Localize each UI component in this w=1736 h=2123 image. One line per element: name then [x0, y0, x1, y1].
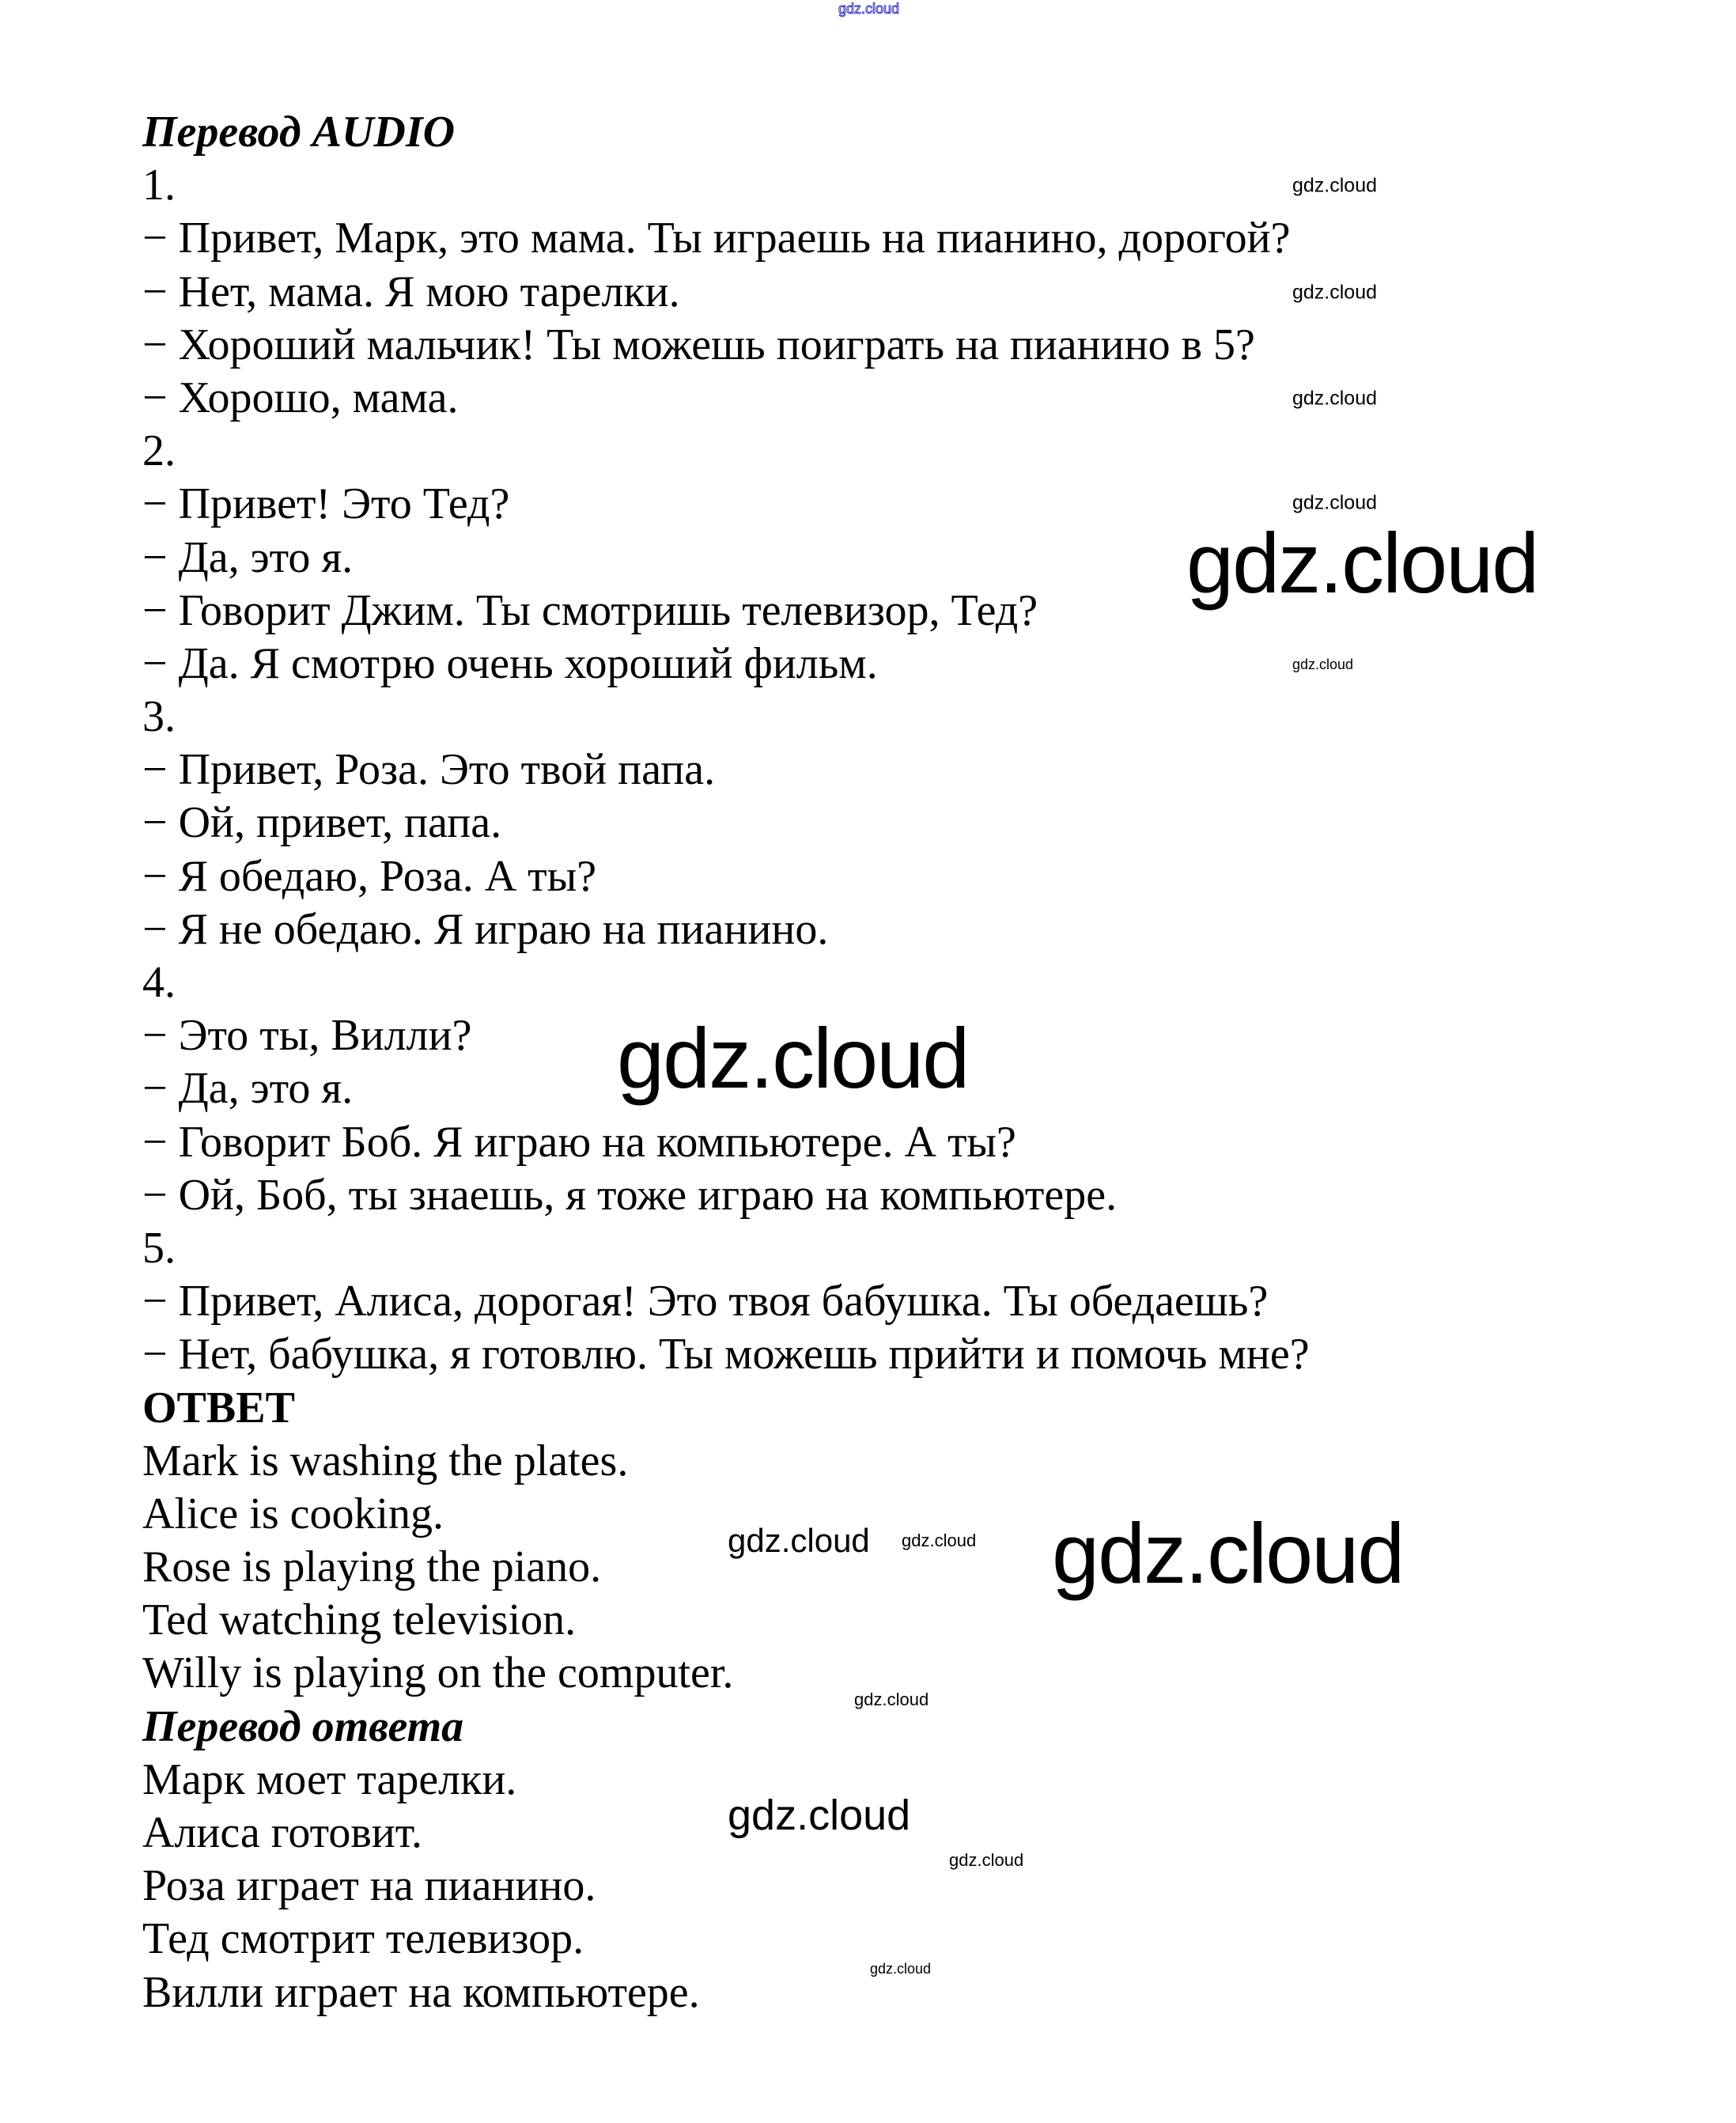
translation-line: Роза играет на пианино. [142, 1861, 596, 1911]
translation-line: Марк моет тарелки. [142, 1754, 517, 1804]
watermark: gdz.cloud [1186, 515, 1538, 611]
dialogue-line: − Ой, Боб, ты знаешь, я тоже играю на компьютере. [142, 1170, 1118, 1220]
watermark: gdz.cloud [1292, 491, 1378, 514]
dialogue-line: − Хорошо, мама. [142, 373, 459, 422]
dialogue-line: − Ой, привет, папа. [142, 798, 502, 848]
watermark: gdz.cloud [1292, 174, 1378, 197]
dialogue-line: − Привет, Марк, это мама. Ты играешь на пианино, дорогой? [142, 214, 1291, 263]
answer-line: Willy is playing on the computer. [142, 1648, 734, 1698]
answer-line: Rose is playing the piano. [142, 1542, 602, 1592]
watermark: gdz.cloud [854, 1690, 929, 1709]
dialogue-line: − Хороший мальчик! Ты можешь поиграть на пианино в 5? [142, 320, 1255, 369]
dialogue-line: − Привет, Алиса, дорогая! Это твоя бабушка. Ты обедаешь? [142, 1277, 1269, 1326]
answer-line: Alice is cooking. [142, 1489, 444, 1538]
dialogue-line: − Я не обедаю. Я играю на пианино. [142, 904, 829, 954]
answer-translation-title: Перевод ответа [142, 1701, 464, 1751]
watermark: gdz.cloud [617, 1010, 969, 1106]
dialogue-line: − Привет, Роза. Это твой папа. [142, 745, 716, 795]
translation-line: Тед смотрит телевизор. [142, 1914, 584, 1964]
dialogue-line: − Да, это я. [142, 532, 354, 582]
dialogue-number: 4. [142, 958, 176, 1007]
watermark: gdz.cloud [902, 1531, 977, 1550]
dialogue-number: 1. [142, 161, 176, 210]
dialogue-number: 5. [142, 1223, 176, 1273]
dialogue-line: − Это ты, Вилли? [142, 1011, 472, 1061]
dialogue-line: − Нет, бабушка, я готовлю. Ты можешь прийти и помочь мне? [142, 1330, 1310, 1379]
watermark: gdz.cloud [949, 1850, 1024, 1870]
dialogue-line: − Нет, мама. Я мою тарелки. [142, 267, 680, 316]
dialogue-line: − Я обедаю, Роза. А ты? [142, 851, 597, 901]
watermark: gdz.cloud [1292, 281, 1378, 304]
dialogue-line: − Говорит Джим. Ты смотришь телевизор, Тед? [142, 585, 1038, 635]
dialogue-line: − Да, это я. [142, 1064, 354, 1114]
answer-title: ОТВЕТ [142, 1383, 295, 1432]
dialogue-line: − Говорит Боб. Я играю на компьютере. А ты? [142, 1117, 1016, 1167]
translation-line: Алиса готовит. [142, 1808, 422, 1857]
translation-line: Вилли играет на компьютере. [142, 1967, 700, 2017]
answer-line: Ted watching television. [142, 1595, 577, 1645]
dialogue-number: 3. [142, 692, 176, 742]
watermark: gdz.cloud [838, 1, 900, 17]
watermark: gdz.cloud [1292, 387, 1378, 410]
watermark: gdz.cloud [1292, 657, 1354, 672]
watermark: gdz.cloud [728, 1792, 911, 1839]
answer-line: Mark is washing the plates. [142, 1436, 629, 1485]
watermark: gdz.cloud [728, 1522, 870, 1559]
dialogue-line: − Привет! Это Тед? [142, 479, 510, 529]
audio-translation-title: Перевод AUDIO [142, 108, 456, 157]
watermark: gdz.cloud [870, 1961, 932, 1977]
dialogue-line: − Да. Я смотрю очень хороший фильм. [142, 638, 878, 688]
dialogue-number: 2. [142, 426, 176, 476]
watermark: gdz.cloud [1052, 1505, 1404, 1601]
